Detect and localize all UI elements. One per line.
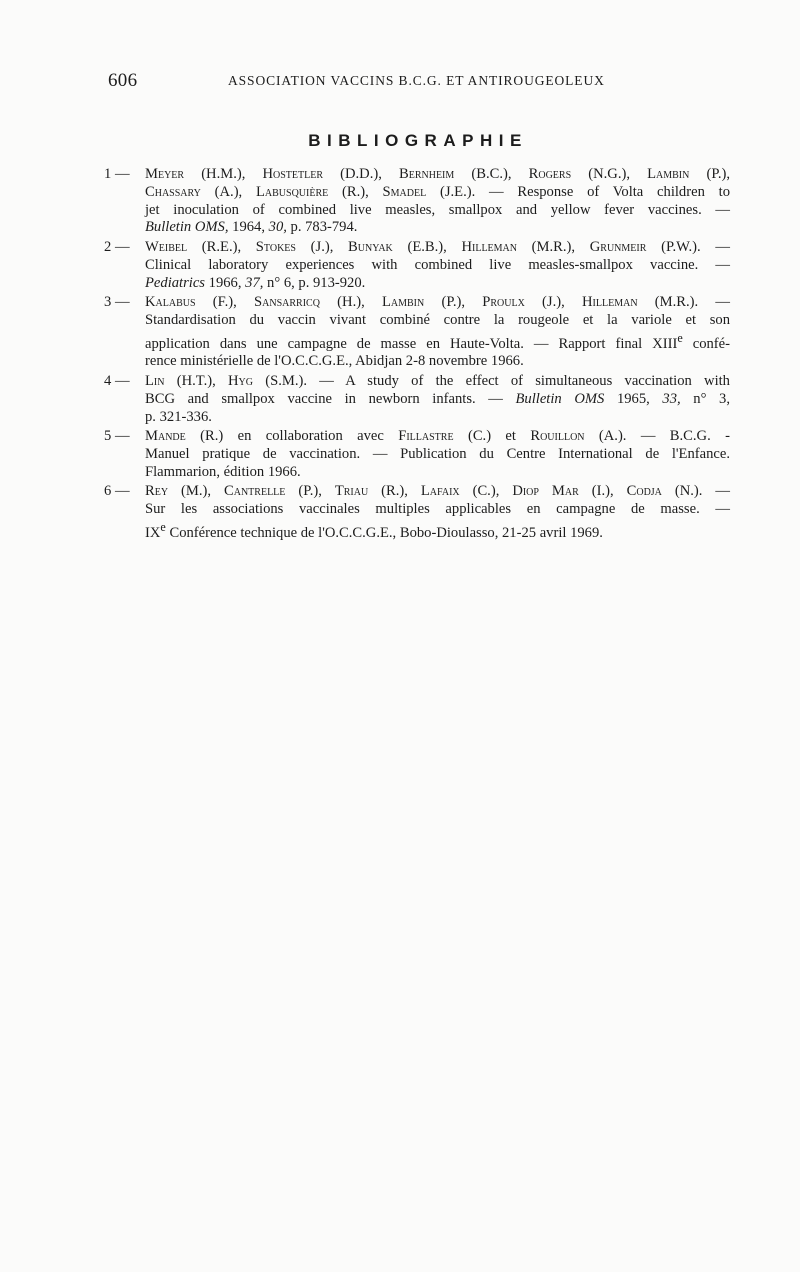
- reference-text: (P.),: [424, 294, 483, 311]
- reference-entry: [104, 373, 730, 426]
- reference-text: (E.B.),: [392, 238, 462, 255]
- superscript: e: [677, 330, 683, 345]
- author-name: Meyer: [145, 166, 185, 182]
- author-name: Chassary: [145, 183, 201, 200]
- reference-text: (M.),: [168, 483, 224, 500]
- reference-text: (H.),: [319, 294, 382, 311]
- reference-text: BCG and smallpox vaccine in newborn infants. —: [145, 390, 516, 407]
- reference-text: (D.D.),: [323, 166, 399, 182]
- reference-text: p. 783-794.: [286, 219, 358, 236]
- reference-line: [145, 446, 730, 464]
- author-name: Lafaix: [420, 483, 460, 500]
- reference-entry: [104, 483, 730, 542]
- author-name: Smadel: [382, 183, 427, 200]
- reference-line: [145, 202, 730, 220]
- author-name: Sansarricq: [254, 294, 320, 311]
- reference-text: (M.R.). —: [637, 294, 731, 311]
- reference-text: (J.E.). — Response of Volta children to: [426, 183, 730, 200]
- reference-line: [145, 184, 730, 202]
- author-name: Lambin: [381, 294, 425, 311]
- reference-text: (A.). — B.C.G. -: [584, 428, 730, 445]
- reference-line: [145, 353, 730, 371]
- author-name: Lambin: [647, 166, 690, 182]
- reference-text: Sur les associations vaccinales multiples applicables en campagne de masse. —: [145, 501, 730, 518]
- page-number: 606: [108, 70, 138, 91]
- reference-text: (H.M.),: [184, 166, 263, 182]
- reference-text: 1964,: [228, 219, 269, 236]
- reference-line: [145, 373, 730, 391]
- reference-entry: [104, 166, 730, 237]
- author-name: Hyg: [228, 373, 253, 390]
- reference-text: (J.),: [524, 294, 583, 311]
- reference-text: (S.M.). — A study of the effect of simultaneous vaccination with: [253, 373, 730, 390]
- reference-line: [145, 519, 730, 543]
- author-name: Stokes: [255, 238, 296, 255]
- reference-text: (I.),: [578, 483, 627, 500]
- reference-text: (R.),: [368, 483, 421, 500]
- reference-text: (P.),: [285, 483, 335, 500]
- reference-text: 1966,: [205, 274, 246, 291]
- author-name: Rey: [145, 483, 169, 500]
- reference-text: (B.C.),: [454, 166, 529, 182]
- italic-text: Bulletin OMS: [515, 390, 605, 407]
- reference-text: Manuel pratique de vaccination. — Publication du Centre International de l'Enfance.: [145, 446, 730, 462]
- author-name: Hilleman: [461, 238, 517, 255]
- reference-text: jet inoculation of combined live measles, smallpox and yellow fever vaccines. —: [145, 201, 730, 218]
- reference-text: n° 6, p. 913-920.: [263, 274, 366, 291]
- author-name: Hilleman: [582, 294, 638, 311]
- reference-line: [145, 257, 730, 275]
- reference-text: Clinical laboratory experiences with combined live measles-smallpox vaccine. —: [145, 256, 730, 273]
- reference-text: (P.),: [689, 166, 730, 182]
- reference-text: Standardisation du vaccin vivant combiné contre la rougeole et la variole et son: [145, 311, 730, 328]
- author-name: Triau: [334, 483, 369, 500]
- author-name: Fillastre: [398, 428, 454, 445]
- reference-entry: [104, 428, 730, 481]
- author-name: Bernheim: [398, 166, 455, 182]
- reference-line: [145, 219, 730, 237]
- reference-entry: [104, 239, 730, 292]
- author-name: Cantrelle: [224, 483, 286, 500]
- reference-text: 1965,: [604, 390, 663, 407]
- reference-text: rence ministérielle de l'O.C.C.G.E., Abidjan 2-8 novembre 1966.: [145, 353, 524, 370]
- reference-text: confé-: [682, 335, 730, 352]
- italic-text: 37,: [245, 274, 264, 291]
- author-name: Rouillon: [530, 428, 585, 445]
- reference-text: Conférence technique de l'O.C.C.G.E., Bobo-Dioulasso, 21-25 avril 1969.: [165, 524, 603, 541]
- author-name: Proulx: [482, 294, 525, 311]
- reference-line: [145, 409, 730, 427]
- reference-text: application dans une campagne de masse en Haute-Volta. — Rapport final XIII: [145, 335, 678, 352]
- section-title: BIBLIOGRAPHIE: [308, 131, 528, 150]
- reference-text: (M.R.),: [517, 238, 590, 255]
- author-name: Weibel: [145, 238, 188, 255]
- reference-line: [145, 483, 730, 501]
- reference-list: [104, 166, 730, 544]
- running-title: ASSOCIATION VACCINS B.C.G. ET ANTIROUGEOLEUX: [228, 73, 605, 88]
- reference-text: (N.). —: [661, 483, 730, 500]
- reference-text: (C.) et: [453, 428, 531, 445]
- reference-text: (J.),: [295, 238, 349, 255]
- reference-text: p. 321-336.: [145, 408, 212, 425]
- italic-text: Pediatrics: [145, 274, 205, 291]
- reference-text: (H.T.),: [164, 373, 229, 390]
- page-header: [108, 70, 728, 94]
- reference-line: [145, 330, 730, 354]
- author-name: Hostetler: [262, 166, 324, 182]
- reference-text: (R.E.),: [187, 238, 256, 255]
- author-name: Lin: [145, 373, 165, 390]
- reference-text: (F.),: [195, 294, 255, 311]
- reference-text: (N.G.),: [571, 166, 648, 182]
- reference-number: 2 —: [104, 238, 130, 255]
- author-name: Bunyak: [348, 238, 393, 255]
- reference-number: 3 —: [104, 294, 130, 311]
- reference-line: [145, 428, 730, 446]
- author-name: Diop Mar: [512, 483, 579, 500]
- reference-number: 1 —: [104, 166, 130, 182]
- reference-text: (A.),: [200, 183, 256, 200]
- italic-text: 30,: [268, 219, 287, 236]
- author-name: Labusquière: [255, 183, 329, 200]
- reference-text: n° 3,: [680, 390, 730, 407]
- author-name: Grunmeir: [589, 238, 647, 255]
- author-name: Kalabus: [145, 294, 196, 311]
- reference-entry: [104, 294, 730, 371]
- italic-text: 33,: [662, 390, 681, 407]
- reference-text: (R.) en collaboration avec: [185, 428, 399, 445]
- author-name: Codja: [626, 483, 662, 500]
- reference-line: [145, 275, 730, 293]
- reference-line: [145, 391, 730, 409]
- reference-line: [145, 464, 730, 482]
- reference-line: [145, 501, 730, 519]
- reference-line: [145, 239, 730, 257]
- reference-line: [145, 166, 730, 184]
- reference-text: IX: [145, 524, 161, 541]
- reference-number: 5 —: [104, 428, 130, 445]
- superscript: e: [160, 519, 166, 534]
- reference-line: [145, 312, 730, 330]
- reference-text: (P.W.). —: [646, 238, 730, 255]
- reference-text: (C.),: [459, 483, 513, 500]
- author-name: Mande: [145, 428, 186, 445]
- reference-number: 6 —: [104, 483, 130, 500]
- reference-text: (R.),: [328, 183, 383, 200]
- author-name: Rogers: [528, 166, 572, 182]
- reference-line: [145, 294, 730, 312]
- italic-text: Bulletin OMS,: [145, 219, 229, 236]
- reference-text: Flammarion, édition 1966.: [145, 463, 301, 480]
- reference-number: 4 —: [104, 373, 130, 390]
